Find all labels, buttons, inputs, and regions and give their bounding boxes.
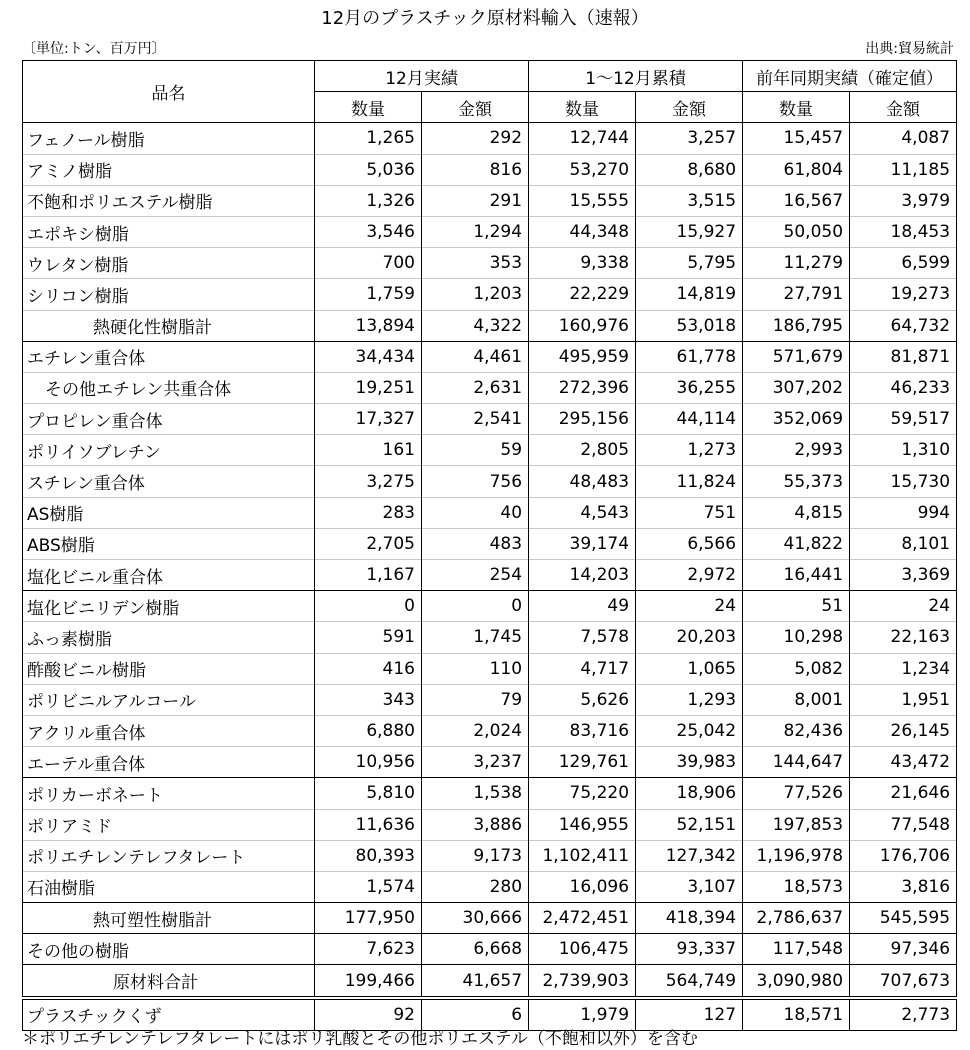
amt-cell: 176,706 — [850, 840, 957, 871]
table-row — [23, 840, 957, 871]
amt-cell: 3,979 — [850, 185, 957, 216]
table-row — [23, 622, 957, 653]
table-row — [23, 871, 957, 902]
amt-cell: 1,273 — [636, 435, 743, 466]
amt-cell: 53,018 — [636, 310, 743, 341]
qty-cell: 117,548 — [743, 934, 850, 965]
qty-cell: 12,744 — [529, 123, 636, 154]
qty-cell: 7,578 — [529, 622, 636, 653]
table-row — [23, 715, 957, 746]
qty-cell: 146,955 — [529, 809, 636, 840]
item-name: フェノール樹脂 — [23, 123, 315, 154]
amt-cell: 756 — [422, 466, 529, 497]
header-amt: 金額 — [636, 92, 743, 123]
amt-cell: 24 — [850, 591, 957, 622]
qty-cell: 272,396 — [529, 372, 636, 403]
amt-cell: 418,394 — [636, 903, 743, 934]
amt-cell: 18,453 — [850, 216, 957, 247]
qty-cell: 83,716 — [529, 715, 636, 746]
qty-cell: 283 — [315, 497, 422, 528]
header-group-prev-year: 前年同期実績（確定値） — [743, 61, 957, 92]
table-body — [23, 123, 957, 1030]
qty-cell: 1,574 — [315, 871, 422, 902]
table-row — [23, 778, 957, 809]
item-name: ポリビニルアルコール — [23, 684, 315, 715]
qty-cell: 4,717 — [529, 653, 636, 684]
qty-cell: 295,156 — [529, 404, 636, 435]
amt-cell: 2,631 — [422, 372, 529, 403]
amt-cell: 30,666 — [422, 903, 529, 934]
table-row — [23, 809, 957, 840]
item-name: 熱硬化性樹脂計 — [23, 310, 315, 341]
item-name: エチレン重合体 — [23, 341, 315, 372]
amt-cell: 4,322 — [422, 310, 529, 341]
amt-cell: 3,257 — [636, 123, 743, 154]
qty-cell: 700 — [315, 248, 422, 279]
amt-cell: 8,101 — [850, 528, 957, 559]
qty-cell: 50,050 — [743, 216, 850, 247]
amt-cell: 127,342 — [636, 840, 743, 871]
qty-cell: 307,202 — [743, 372, 850, 403]
table-row — [23, 341, 957, 372]
qty-cell: 1,167 — [315, 560, 422, 591]
table-row — [23, 653, 957, 684]
qty-cell: 92 — [315, 998, 422, 1031]
amt-cell: 36,255 — [636, 372, 743, 403]
qty-cell: 197,853 — [743, 809, 850, 840]
amt-cell: 93,337 — [636, 934, 743, 965]
table-row — [23, 372, 957, 403]
amt-cell: 46,233 — [850, 372, 957, 403]
footnote: ＊ポリエチレンテレフタレートにはポリ乳酸とその他ポリエステル（不飽和以外）を含む — [22, 1029, 698, 1049]
amt-cell: 59 — [422, 435, 529, 466]
header-group-cumulative: 1～12月累積 — [529, 61, 743, 92]
qty-cell: 1,979 — [529, 998, 636, 1031]
amt-cell: 4,087 — [850, 123, 957, 154]
qty-cell: 186,795 — [743, 310, 850, 341]
amt-cell: 25,042 — [636, 715, 743, 746]
item-name: ポリイソブレチン — [23, 435, 315, 466]
qty-cell: 106,475 — [529, 934, 636, 965]
item-name: ポリエチレンテレフタレート — [23, 840, 315, 871]
qty-cell: 1,265 — [315, 123, 422, 154]
table-row — [23, 903, 957, 934]
qty-cell: 571,679 — [743, 341, 850, 372]
qty-cell: 77,526 — [743, 778, 850, 809]
amt-cell: 1,538 — [422, 778, 529, 809]
table-row — [23, 528, 957, 559]
amt-cell: 3,107 — [636, 871, 743, 902]
amt-cell: 564,749 — [636, 965, 743, 998]
qty-cell: 11,636 — [315, 809, 422, 840]
amt-cell: 3,369 — [850, 560, 957, 591]
qty-cell: 27,791 — [743, 279, 850, 310]
qty-cell: 53,270 — [529, 154, 636, 185]
item-name: アクリル重合体 — [23, 715, 315, 746]
amt-cell: 127 — [636, 998, 743, 1031]
item-name: エーテル重合体 — [23, 747, 315, 778]
qty-cell: 144,647 — [743, 747, 850, 778]
qty-cell: 177,950 — [315, 903, 422, 934]
qty-cell: 2,993 — [743, 435, 850, 466]
qty-cell: 44,348 — [529, 216, 636, 247]
qty-cell: 11,279 — [743, 248, 850, 279]
qty-cell: 5,626 — [529, 684, 636, 715]
amt-cell: 1,065 — [636, 653, 743, 684]
amt-cell: 97,346 — [850, 934, 957, 965]
table-row — [23, 684, 957, 715]
amt-cell: 11,185 — [850, 154, 957, 185]
amt-cell: 52,151 — [636, 809, 743, 840]
item-name: プロピレン重合体 — [23, 404, 315, 435]
qty-cell: 7,623 — [315, 934, 422, 965]
qty-cell: 18,573 — [743, 871, 850, 902]
qty-cell: 41,822 — [743, 528, 850, 559]
amt-cell: 280 — [422, 871, 529, 902]
qty-cell: 0 — [315, 591, 422, 622]
item-name: その他の樹脂 — [23, 934, 315, 965]
amt-cell: 15,730 — [850, 466, 957, 497]
unit-label: 〔単位:トン、百万円〕 — [22, 41, 166, 57]
qty-cell: 34,434 — [315, 341, 422, 372]
amt-cell: 353 — [422, 248, 529, 279]
qty-cell: 1,759 — [315, 279, 422, 310]
qty-cell: 14,203 — [529, 560, 636, 591]
amt-cell: 14,819 — [636, 279, 743, 310]
table-row — [23, 216, 957, 247]
qty-cell: 1,102,411 — [529, 840, 636, 871]
qty-cell: 55,373 — [743, 466, 850, 497]
item-name: 塩化ビニリデン樹脂 — [23, 591, 315, 622]
qty-cell: 16,567 — [743, 185, 850, 216]
amt-cell: 26,145 — [850, 715, 957, 746]
table-row — [23, 965, 957, 998]
qty-cell: 75,220 — [529, 778, 636, 809]
amt-cell: 6,668 — [422, 934, 529, 965]
amt-cell: 19,273 — [850, 279, 957, 310]
import-table — [22, 60, 957, 1031]
qty-cell: 15,555 — [529, 185, 636, 216]
amt-cell: 3,515 — [636, 185, 743, 216]
amt-cell: 545,595 — [850, 903, 957, 934]
item-name: 熱可塑性樹脂計 — [23, 903, 315, 934]
amt-cell: 39,983 — [636, 747, 743, 778]
qty-cell: 16,441 — [743, 560, 850, 591]
item-name: 酢酸ビニル樹脂 — [23, 653, 315, 684]
amt-cell: 292 — [422, 123, 529, 154]
amt-cell: 1,745 — [422, 622, 529, 653]
amt-cell: 64,732 — [850, 310, 957, 341]
header-qty: 数量 — [529, 92, 636, 123]
qty-cell: 2,705 — [315, 528, 422, 559]
item-name: ふっ素樹脂 — [23, 622, 315, 653]
table-row — [23, 934, 957, 965]
amt-cell: 79 — [422, 684, 529, 715]
amt-cell: 0 — [422, 591, 529, 622]
source-label: 出典:貿易統計 — [865, 41, 954, 57]
qty-cell: 3,275 — [315, 466, 422, 497]
amt-cell: 8,680 — [636, 154, 743, 185]
amt-cell: 2,024 — [422, 715, 529, 746]
table-row — [23, 591, 957, 622]
amt-cell: 77,548 — [850, 809, 957, 840]
amt-cell: 2,972 — [636, 560, 743, 591]
qty-cell: 199,466 — [315, 965, 422, 998]
amt-cell: 15,927 — [636, 216, 743, 247]
amt-cell: 18,906 — [636, 778, 743, 809]
amt-cell: 254 — [422, 560, 529, 591]
amt-cell: 1,203 — [422, 279, 529, 310]
qty-cell: 2,472,451 — [529, 903, 636, 934]
header-qty: 数量 — [743, 92, 850, 123]
item-name: シリコン樹脂 — [23, 279, 315, 310]
qty-cell: 2,739,903 — [529, 965, 636, 998]
table-row — [23, 560, 957, 591]
table-row — [23, 123, 957, 154]
amt-cell: 9,173 — [422, 840, 529, 871]
qty-cell: 19,251 — [315, 372, 422, 403]
table-row — [23, 466, 957, 497]
qty-cell: 4,815 — [743, 497, 850, 528]
qty-cell: 160,976 — [529, 310, 636, 341]
qty-cell: 591 — [315, 622, 422, 653]
qty-cell: 9,338 — [529, 248, 636, 279]
qty-cell: 5,810 — [315, 778, 422, 809]
amt-cell: 6,599 — [850, 248, 957, 279]
amt-cell: 44,114 — [636, 404, 743, 435]
qty-cell: 2,805 — [529, 435, 636, 466]
amt-cell: 291 — [422, 185, 529, 216]
amt-cell: 41,657 — [422, 965, 529, 998]
amt-cell: 81,871 — [850, 341, 957, 372]
amt-cell: 59,517 — [850, 404, 957, 435]
amt-cell: 6 — [422, 998, 529, 1031]
amt-cell: 110 — [422, 653, 529, 684]
qty-cell: 3,546 — [315, 216, 422, 247]
qty-cell: 5,082 — [743, 653, 850, 684]
amt-cell: 707,673 — [850, 965, 957, 998]
qty-cell: 6,880 — [315, 715, 422, 746]
qty-cell: 2,786,637 — [743, 903, 850, 934]
qty-cell: 1,196,978 — [743, 840, 850, 871]
table-row — [23, 435, 957, 466]
qty-cell: 495,959 — [529, 341, 636, 372]
qty-cell: 18,571 — [743, 998, 850, 1031]
amt-cell: 61,778 — [636, 341, 743, 372]
item-name: 不飽和ポリエステル樹脂 — [23, 185, 315, 216]
qty-cell: 48,483 — [529, 466, 636, 497]
qty-cell: 352,069 — [743, 404, 850, 435]
item-name: 塩化ビニル重合体 — [23, 560, 315, 591]
qty-cell: 82,436 — [743, 715, 850, 746]
header-item: 品名 — [23, 61, 315, 123]
header-amt: 金額 — [422, 92, 529, 123]
amt-cell: 6,566 — [636, 528, 743, 559]
qty-cell: 39,174 — [529, 528, 636, 559]
header-group-dec: 12月実績 — [315, 61, 529, 92]
item-name: アミノ樹脂 — [23, 154, 315, 185]
qty-cell: 13,894 — [315, 310, 422, 341]
amt-cell: 816 — [422, 154, 529, 185]
amt-cell: 1,234 — [850, 653, 957, 684]
header-qty: 数量 — [315, 92, 422, 123]
table-row — [23, 747, 957, 778]
qty-cell: 129,761 — [529, 747, 636, 778]
amt-cell: 21,646 — [850, 778, 957, 809]
qty-cell: 17,327 — [315, 404, 422, 435]
amt-cell: 1,310 — [850, 435, 957, 466]
item-name: AS樹脂 — [23, 497, 315, 528]
qty-cell: 8,001 — [743, 684, 850, 715]
amt-cell: 20,203 — [636, 622, 743, 653]
amt-cell: 11,824 — [636, 466, 743, 497]
amt-cell: 1,294 — [422, 216, 529, 247]
qty-cell: 4,543 — [529, 497, 636, 528]
qty-cell: 10,956 — [315, 747, 422, 778]
header-amt: 金額 — [850, 92, 957, 123]
table-row — [23, 248, 957, 279]
qty-cell: 10,298 — [743, 622, 850, 653]
amt-cell: 994 — [850, 497, 957, 528]
item-name: 石油樹脂 — [23, 871, 315, 902]
qty-cell: 161 — [315, 435, 422, 466]
qty-cell: 22,229 — [529, 279, 636, 310]
table-row — [23, 279, 957, 310]
table-row — [23, 497, 957, 528]
amt-cell: 5,795 — [636, 248, 743, 279]
item-name: ポリカーボネート — [23, 778, 315, 809]
qty-cell: 3,090,980 — [743, 965, 850, 998]
qty-cell: 80,393 — [315, 840, 422, 871]
table-row — [23, 185, 957, 216]
qty-cell: 5,036 — [315, 154, 422, 185]
item-name: スチレン重合体 — [23, 466, 315, 497]
amt-cell: 24 — [636, 591, 743, 622]
qty-cell: 416 — [315, 653, 422, 684]
item-name: ABS樹脂 — [23, 528, 315, 559]
table-row — [23, 404, 957, 435]
qty-cell: 16,096 — [529, 871, 636, 902]
table-row — [23, 154, 957, 185]
qty-cell: 15,457 — [743, 123, 850, 154]
amt-cell: 2,541 — [422, 404, 529, 435]
item-name: その他エチレン共重合体 — [23, 372, 315, 403]
amt-cell: 483 — [422, 528, 529, 559]
item-name: プラスチックくず — [23, 998, 315, 1031]
amt-cell: 1,951 — [850, 684, 957, 715]
table-row — [23, 310, 957, 341]
qty-cell: 49 — [529, 591, 636, 622]
page-title: 12月のプラスチック原材料輸入（速報） — [321, 8, 649, 29]
item-name: エポキシ樹脂 — [23, 216, 315, 247]
item-name: 原材料合計 — [23, 965, 315, 998]
qty-cell: 61,804 — [743, 154, 850, 185]
amt-cell: 751 — [636, 497, 743, 528]
amt-cell: 22,163 — [850, 622, 957, 653]
qty-cell: 51 — [743, 591, 850, 622]
amt-cell: 40 — [422, 497, 529, 528]
amt-cell: 3,237 — [422, 747, 529, 778]
amt-cell: 3,816 — [850, 871, 957, 902]
qty-cell: 343 — [315, 684, 422, 715]
amt-cell: 3,886 — [422, 809, 529, 840]
item-name: ポリアミド — [23, 809, 315, 840]
qty-cell: 1,326 — [315, 185, 422, 216]
amt-cell: 1,293 — [636, 684, 743, 715]
amt-cell: 2,773 — [850, 998, 957, 1031]
amt-cell: 4,461 — [422, 341, 529, 372]
amt-cell: 43,472 — [850, 747, 957, 778]
item-name: ウレタン樹脂 — [23, 248, 315, 279]
